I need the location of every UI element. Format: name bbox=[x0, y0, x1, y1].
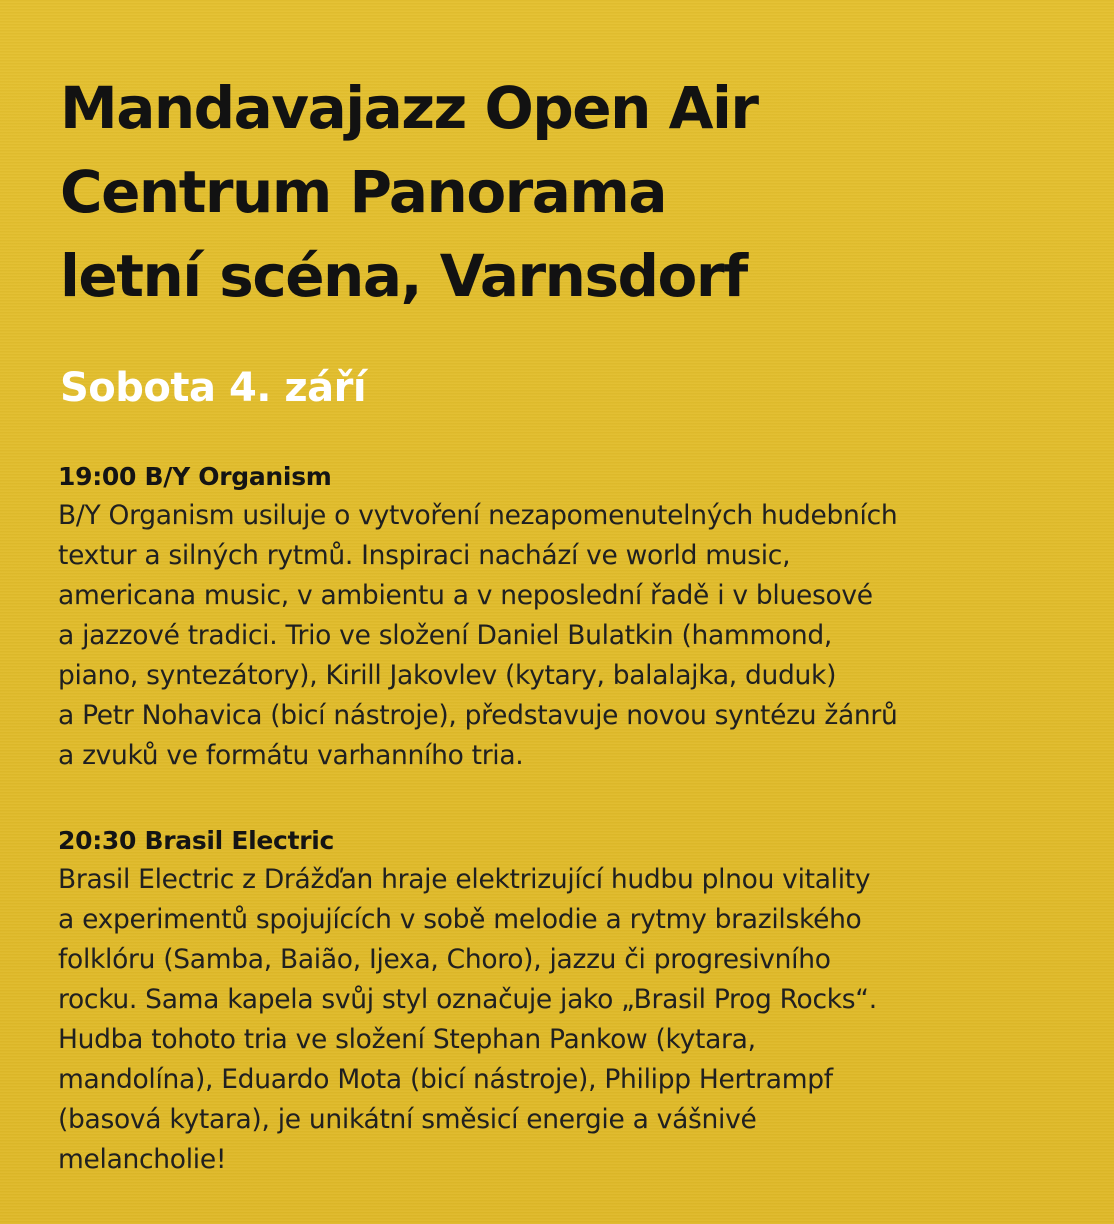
description-line: melancholie! bbox=[58, 1144, 227, 1175]
description-line: B/Y Organism usiluje o vytvoření nezapomenutelných hudebních bbox=[58, 500, 898, 531]
description-line: textur a silných rytmů. Inspiraci nachází ve world music, bbox=[58, 540, 791, 571]
description-line: a experimentů spojujících v sobě melodie a rytmy brazilského bbox=[58, 904, 862, 935]
title-line-location: letní scéna, Varnsdorf bbox=[60, 242, 747, 310]
title-line-festival: Mandavajazz Open Air bbox=[60, 74, 758, 142]
event-by-organism bbox=[58, 458, 1088, 776]
event-date: Sobota 4. září bbox=[60, 365, 367, 411]
event-description bbox=[58, 496, 1088, 776]
description-line: americana music, v ambientu a v neposlední řadě i v bluesové bbox=[58, 580, 873, 611]
event-description bbox=[58, 860, 1088, 1180]
description-line: rocku. Sama kapela svůj styl označuje jako „Brasil Prog Rocks“. bbox=[58, 984, 877, 1015]
description-line: a jazzové tradici. Trio ve složení Daniel Bulatkin (hammond, bbox=[58, 620, 833, 651]
description-line: Brasil Electric z Drážďan hraje elektrizující hudbu plnou vitality bbox=[58, 864, 871, 895]
description-line: Hudba tohoto tria ve složení Stephan Pankow (kytara, bbox=[58, 1024, 756, 1055]
title-line-venue: Centrum Panorama bbox=[60, 158, 666, 226]
description-line: a Petr Nohavica (bicí nástroje), představuje novou syntézu žánrů bbox=[58, 700, 898, 731]
event-heading: 19:00 B/Y Organism bbox=[58, 462, 332, 491]
description-line: mandolína), Eduardo Mota (bicí nástroje), Philipp Hertrampf bbox=[58, 1064, 833, 1095]
event-heading: 20:30 Brasil Electric bbox=[58, 826, 335, 855]
event-title bbox=[60, 66, 758, 318]
description-line: a zvuků ve formátu varhanního tria. bbox=[58, 740, 524, 771]
description-line: piano, syntezátory), Kirill Jakovlev (kytary, balalajka, duduk) bbox=[58, 660, 837, 691]
event-brasil-electric bbox=[58, 822, 1088, 1180]
description-line: (basová kytara), je unikátní směsicí energie a vášnivé bbox=[58, 1104, 757, 1135]
description-line: folklóru (Samba, Baião, Ijexa, Choro), jazzu či progresivního bbox=[58, 944, 831, 975]
